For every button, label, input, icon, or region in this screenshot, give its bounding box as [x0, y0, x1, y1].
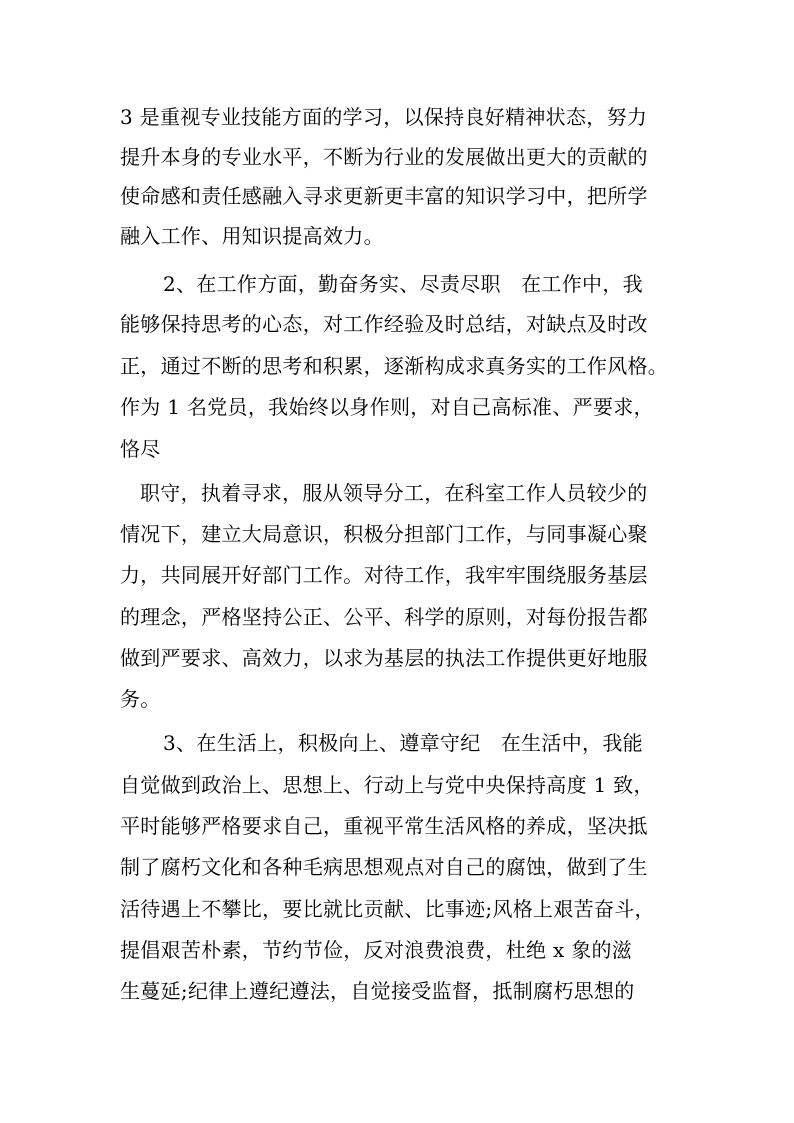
- text-line: 融入工作、用知识提高效力。: [120, 224, 384, 248]
- text-line: 作为 1 名党员，我始终以身作则，对自己高标准、严要求，: [120, 395, 654, 419]
- text-line: 平时能够严格要求自己，重视平常生活风格的养成，坚决抵: [120, 814, 648, 838]
- text-line: 3、在生活上，积极向上、遵章守纪 在生活中，我能: [163, 731, 643, 755]
- text-line: 职守，执着寻求，服从领导分工，在科室工作人员较少的: [140, 481, 648, 505]
- text-line: 提升本身的专业水平，不断为行业的发展做出更大的贡献的: [120, 145, 648, 169]
- text-line: 制了腐朽文化和各种毛病思想观点对自己的腐蚀，做到了生: [120, 855, 648, 879]
- text-line: 使命感和责任感融入寻求更新更丰富的知识学习中，把所学: [120, 184, 648, 208]
- text-line: 恪尽: [120, 437, 161, 461]
- text-line: 2、在工作方面，勤奋务实、尽责尽职 在工作中，我: [163, 272, 643, 296]
- text-line: 正，通过不断的思考和积累，逐渐构成求真务实的工作风格。: [120, 354, 669, 378]
- text-line: 3 是重视专业技能方面的学习，以保持良好精神状态，努力: [120, 105, 648, 129]
- text-line: 自觉做到政治上、思想上、行动上与党中央保持高度 1 致，: [120, 773, 654, 797]
- text-line: 情况下，建立大局意识，积极分担部门工作，与同事凝心聚: [120, 522, 648, 546]
- text-line: 活待遇上不攀比，要比就比贡献、比事迹;风格上艰苦奋斗，: [120, 897, 655, 921]
- text-line: 力，共同展开好部门工作。对待工作，我牢牢围绕服务基层: [120, 563, 648, 587]
- text-line: 提倡艰苦朴素，节约节俭，反对浪费浪费，杜绝 x 象的滋: [120, 938, 633, 962]
- text-line: 务。: [120, 687, 161, 711]
- text-line: 能够保持思考的心态，对工作经验及时总结，对缺点及时改: [120, 312, 648, 336]
- text-line: 生蔓延;纪律上遵纪遵法，自觉接受监督，抵制腐朽思想的: [120, 979, 635, 1003]
- text-line: 做到严要求、高效力，以求为基层的执法工作提供更好地服: [120, 646, 648, 670]
- text-line: 的理念，严格坚持公正、公平、科学的原则，对每份报告都: [120, 605, 648, 629]
